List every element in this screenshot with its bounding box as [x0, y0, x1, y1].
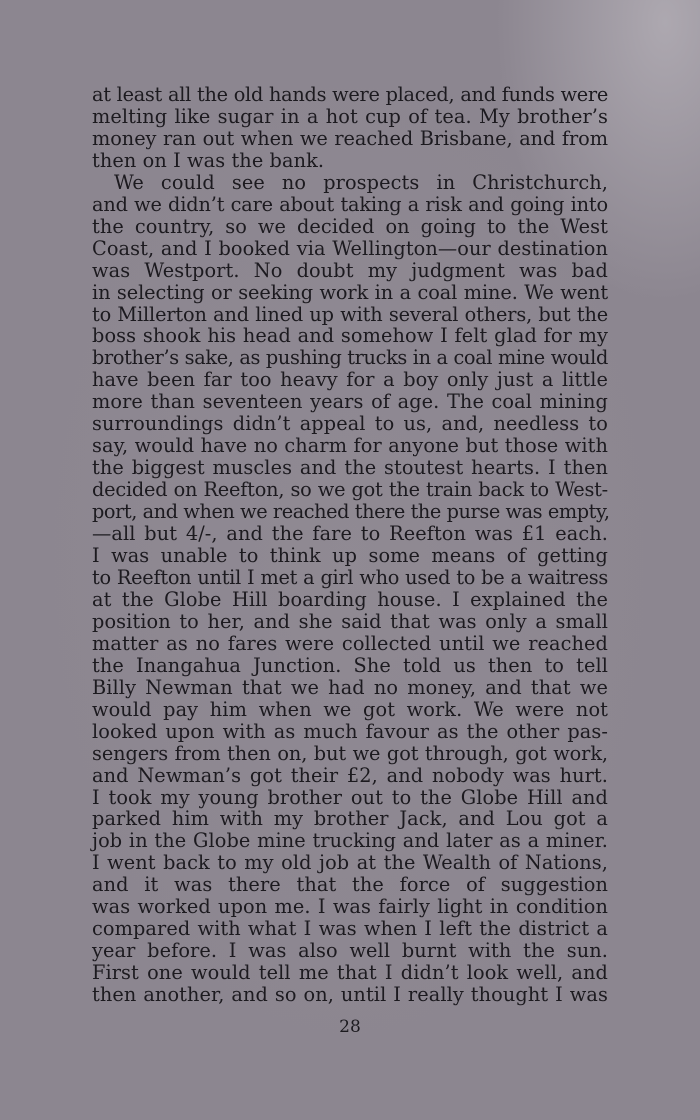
- text-line: money ran out when we reached Brisbane, and from: [92, 126, 608, 150]
- text-line: I was unable to think up some means of getting: [92, 544, 608, 568]
- paragraph-1: [92, 84, 608, 172]
- text-line: then another, and so on, until I really thought I was: [92, 983, 608, 1007]
- text-line: was Westport. No doubt my judgment was bad: [92, 258, 608, 282]
- text-line: port, and when we reached there the purse was empty,: [92, 500, 610, 524]
- text-line: matter as no fares were collected until we reached: [92, 631, 608, 655]
- text-line: boss shook his head and somehow I felt glad for my: [92, 324, 608, 348]
- text-line: have been far too heavy for a boy only just a little: [92, 368, 608, 392]
- text-line: and we didn’t care about taking a risk and going into: [92, 192, 608, 216]
- text-line: the Inangahua Junction. She told us then to tell: [92, 653, 608, 677]
- text-line: was worked upon me. I was fairly light in condition: [92, 895, 608, 919]
- text-line: the country, so we decided on going to the West: [92, 214, 608, 238]
- text-line: sengers from then on, but we got through, got work,: [92, 741, 608, 765]
- text-line: job in the Globe mine trucking and later as a miner.: [92, 829, 608, 853]
- page-number: 28: [339, 1017, 361, 1037]
- text-line: at least all the old hands were placed, and funds were: [92, 83, 608, 106]
- text-line: at the Globe Hill boarding house. I explained the: [92, 587, 608, 611]
- text-line: year before. I was also well burnt with the sun.: [92, 939, 608, 963]
- text-line: melting like sugar in a hot cup of tea. My brother’s: [92, 104, 608, 128]
- text-line: more than seventeen years of age. The coal mining: [92, 390, 608, 414]
- text-line: say, would have no charm for anyone but those with: [92, 434, 608, 458]
- text-line: to Reefton until I met a girl who used to be a waitress: [92, 565, 608, 589]
- text-line: then on I was the bank.: [92, 148, 325, 172]
- text-line: decided on Reefton, so we got the train back to West-: [92, 478, 608, 502]
- text-line: I went back to my old job at the Wealth of Nations,: [92, 851, 608, 875]
- text-line: surroundings didn’t appeal to us, and, needless to: [92, 412, 608, 436]
- text-line: First one would tell me that I didn’t look well, and: [92, 961, 608, 985]
- text-line: Billy Newman that we had no money, and that we: [92, 675, 608, 699]
- text-line: looked upon with as much favour as the other pas-: [92, 719, 608, 743]
- text-line: We could see no prospects in Christchurch,: [114, 170, 608, 194]
- text-line: would pay him when we got work. We were not: [92, 697, 608, 721]
- text-line: brother’s sake, as pushing trucks in a coal mine would: [92, 346, 608, 370]
- text-line: —all but 4/-, and the fare to Reefton was £1 each.: [92, 522, 608, 546]
- text-line: to Millerton and lined up with several others, but the: [92, 302, 608, 326]
- text-line: and Newman’s got their £2, and nobody was hurt.: [92, 763, 608, 787]
- text-line: the biggest muscles and the stoutest hearts. I then: [92, 456, 608, 480]
- text-line: parked him with my brother Jack, and Lou got a: [92, 807, 608, 831]
- text-line: and it was there that the force of suggestion: [92, 873, 608, 897]
- text-line: in selecting or seeking work in a coal mine. We went: [92, 280, 608, 304]
- text-line: I took my young brother out to the Globe Hill and: [92, 785, 608, 809]
- text-line: Coast, and I booked via Wellington—our destination: [92, 236, 608, 260]
- text-line: position to her, and she said that was only a small: [92, 609, 608, 633]
- paragraph-2: [92, 172, 608, 1006]
- text-line: compared with what I was when I left the district a: [92, 917, 608, 941]
- body-text: [92, 84, 608, 1006]
